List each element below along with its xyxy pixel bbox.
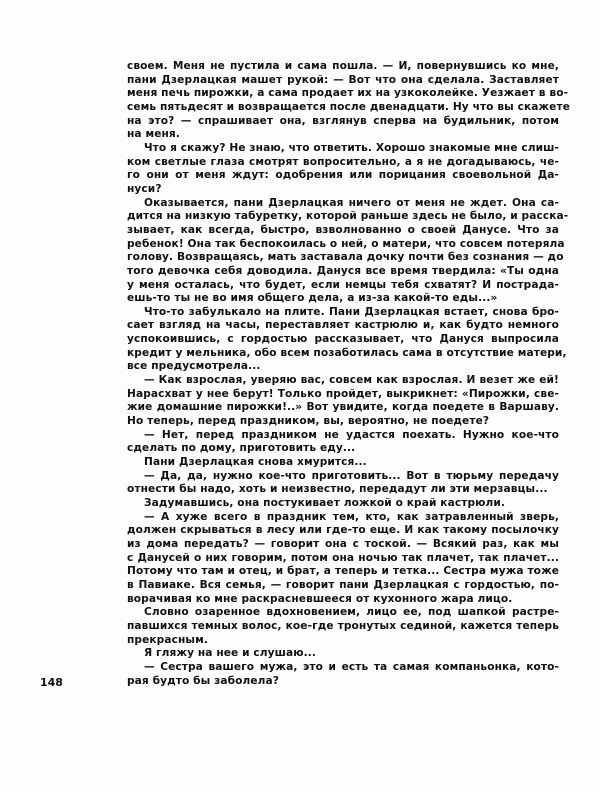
text-line: — Да, да, нужно кое-что приготовить... Вот в тюрьму передачу bbox=[144, 469, 559, 482]
text-line: Задумавшись, она постукивает ложкой о край кастрюли. bbox=[144, 497, 506, 509]
text-line: семь пятьдесят и возвращается после двенадцати. Ну что вы скажете bbox=[127, 100, 570, 113]
text-line: Пани Дзерлацкая снова хмурится... bbox=[144, 456, 367, 469]
text-line: отнести бы надо, хоть и неизвестно, передадут ли эти мерзавцы... bbox=[127, 483, 548, 496]
text-line: жие домашние пирожки!..» Вот увидите, когда поедете в Варшаву. bbox=[127, 401, 559, 414]
text-line: того девочка себя доводила. Дануся все время твердила: «Ты одна bbox=[127, 264, 559, 277]
text-line: пани Дзерлацкая машет рукой: — Вот что она сделала. Заставляет bbox=[127, 73, 559, 86]
text-line: должен скрываться в лесу или где-то еще. И как такому посылочку bbox=[127, 524, 559, 537]
text-line: нуси? bbox=[127, 182, 162, 195]
text-line: — А хуже всего в праздник тем, кто, как затравленный зверь, bbox=[144, 510, 559, 523]
text-line: Оказывается, пани Дзерлацкая ничего от меня не ждет. Она са- bbox=[144, 196, 559, 209]
text-line: Словно озаренное вдохновением, лицо ее, под шапкой растре- bbox=[144, 606, 559, 619]
text-line: — Как взрослая, уверяю вас, совсем как взрослая. И везет же ей! bbox=[144, 374, 559, 387]
text-line: Я гляжу на нее и слушаю... bbox=[144, 647, 317, 660]
text-line: — Нет, перед праздником не удастся поехать. Нужно кое-что bbox=[144, 428, 559, 441]
text-line: ребенок! Она так беспокоилась о ней, о матери, что совсем потеряла bbox=[127, 237, 565, 250]
text-line: успокоившись, с гордостью рассказывает, что Дануся выпросила bbox=[127, 333, 559, 346]
text-line: прекрасным. bbox=[127, 633, 208, 646]
text-line: зывает, как всегда, быстро, взволнованно о своей Данусе. Что за bbox=[127, 223, 559, 236]
text-line: все предусмотрела... bbox=[127, 360, 261, 373]
text-line: голову. Возвращаясь, мать заставала дочку почти без сознания — до bbox=[127, 251, 564, 264]
text-line: ворачивая ко мне раскрасневшееся от кухонного жара лицо. bbox=[127, 592, 513, 605]
text-line: с Данусей о них говорим, потом она ночью так плачет, так плачет... bbox=[127, 551, 559, 564]
text-line: в Павиаке. Вся семья, — говорит пани Дзерлацкая с гордостью, по- bbox=[127, 578, 559, 591]
text-line: Что-то забулькало на плите. Пани Дзерлацкая встает, снова бро- bbox=[144, 305, 559, 318]
text-line: из дома передать? — говорит она с тоской. — Всякий раз, как мы bbox=[127, 537, 559, 550]
text-line: рая будто бы заболела? bbox=[127, 674, 280, 687]
text-line: ком светлые глаза смотрят вопросительно, а я не догадываюсь, че- bbox=[127, 155, 559, 168]
text-line: го они от меня ждут: одобрения или порицания своевольной Да- bbox=[127, 169, 559, 182]
text-line: дится на низкую табуретку, которой раньше здесь не было, и расска- bbox=[127, 210, 569, 223]
text-line: своем. Меня не пустила и сама пошла. — И, повернувшись ко мне, bbox=[127, 60, 559, 72]
text-line: у меня осталась, что будет, если немцы тебя схватят? И пострада- bbox=[127, 278, 559, 291]
text-line: ешь-то ты не во имя общего дела, а из-за какой-то еды...» bbox=[127, 292, 498, 305]
body-text bbox=[127, 60, 570, 688]
text-line: павшихся темных волос, кое-где тронутых сединой, кажется теперь bbox=[127, 619, 559, 632]
text-line: кредит у мельника, обо всем позаботилась сама в отсутствие матери, bbox=[127, 346, 567, 359]
text-line: Что я скажу? Не знаю, что ответить. Хорошо знакомые мне слиш- bbox=[144, 141, 560, 154]
text-line: — Сестра вашего мужа, это и есть та самая компаньонка, кото- bbox=[144, 660, 559, 673]
text-line: Но теперь, перед праздником, вы, вероятно, не поедете? bbox=[127, 415, 490, 428]
text-line: Нарасхват у нее берут! Только пройдет, выкрикнет: «Пирожки, све- bbox=[127, 387, 559, 400]
text-line: сделать по дому, приготовить еду... bbox=[127, 442, 356, 455]
text-line: меня печь пирожки, а сама продает их на узкоколейке. Уезжает в во- bbox=[127, 87, 569, 100]
text-line: сает взгляд на часы, переставляет кастрюлю и, как будто немного bbox=[127, 319, 559, 332]
text-line: Потому что там и отец, и брат, а теперь и тетка... Сестра мужа тоже bbox=[127, 565, 559, 578]
text-line: на меня. bbox=[127, 128, 180, 141]
text-line: на это? — спрашивает она, взглянув сперва на будильник, потом bbox=[127, 114, 559, 127]
page-number: 148 bbox=[40, 676, 63, 689]
